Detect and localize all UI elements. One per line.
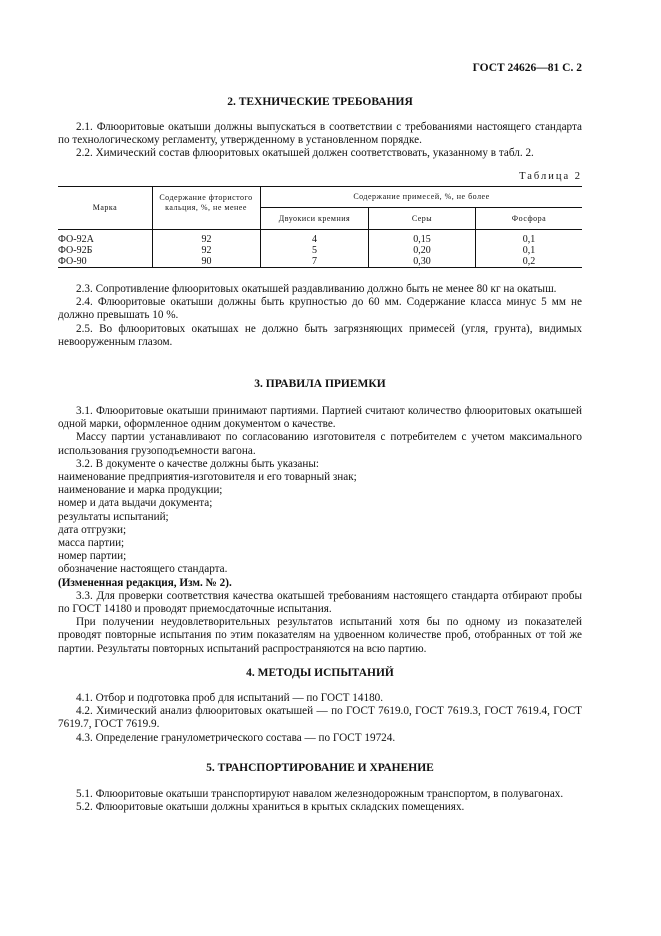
section-4-body xyxy=(58,692,582,745)
section-3-title: 3. ПРАВИЛА ПРИЕМКИ xyxy=(254,378,386,390)
paragraph-2-3: 2.3. Сопротивление флюоритовых окатышей раздавливанию должно быть не менее 80 кг на окатыш. xyxy=(76,283,557,295)
th-phosphorus: Фосфора xyxy=(511,214,547,223)
th-sulfur: Серы xyxy=(411,214,433,223)
paragraph-3-1: 3.1. Флюоритовые окатыши принимают партиями. Партией считают количество флюоритовых окатышей одной марки, оформленное одним документом о качестве. xyxy=(58,405,582,431)
table-cell-s: 0,15 xyxy=(413,234,431,245)
section-3-body xyxy=(58,405,582,656)
paragraph-4-3: 4.3. Определение гранулометрического состава — по ГОСТ 19724. xyxy=(76,731,396,744)
amendment-note: (Измененная редакция, Изм. № 2). xyxy=(58,576,232,589)
th-impurities: Содержание примесей, %, не более xyxy=(353,192,490,201)
list-item: масса партии; xyxy=(58,537,125,550)
table-header-rule xyxy=(58,229,582,230)
table-2 xyxy=(58,186,582,268)
paragraph-2-4: 2.4. Флюоритовые окатыши должны быть крупностью до 60 мм. Содержание класса минус 5 мм не должно превышать 10 %. xyxy=(58,296,582,322)
th-caf: Содержание фтористого кальция, %, не менее xyxy=(159,193,253,212)
list-item: номер партии; xyxy=(58,550,127,563)
table-cell-caf: 92 xyxy=(201,245,212,256)
list-item: номер и дата выдачи документа; xyxy=(58,497,213,510)
table-cell-si: 5 xyxy=(312,245,317,256)
list-item: результаты испытаний; xyxy=(58,510,169,523)
paragraph-3-3: 3.3. Для проверки соответствия качества окатышей требованиям настоящего стандарта отбирают пробы по ГОСТ 14180 и проводят приемосдаточные испытания. xyxy=(58,589,582,616)
table-cell-p: 0,2 xyxy=(522,256,536,267)
table-cell-caf: 90 xyxy=(201,256,212,267)
table-top-rule xyxy=(58,186,582,187)
section-5-body xyxy=(58,788,582,814)
paragraph-3-3b: При получении неудовлетворительных результатов испытаний хотя бы по одному из показателей проводят повторные испытания по этим показателям на удвоенном количестве проб, отобранных от той же партии. Результаты повторных испытаний распространяются на всю партию. xyxy=(58,616,582,655)
paragraph-5-2: 5.2. Флюоритовые окатыши должны храниться в крытых складских помещениях. xyxy=(76,801,465,814)
page-header: ГОСТ 24626—81 С. 2 xyxy=(472,62,582,74)
list-item: наименование и марка продукции; xyxy=(58,484,223,497)
paragraph-2-5: 2.5. Во флюоритовых окатышах не должно быть загрязняющих примесей (угля, грунта), видимых невооруженным глазом. xyxy=(58,322,582,348)
table-cell-mark: ФО-92А xyxy=(58,234,94,245)
table-cell-si: 7 xyxy=(312,256,317,267)
paragraph-4-2: 4.2. Химический анализ флюоритовых окатышей — по ГОСТ 7619.0, ГОСТ 7619.3, ГОСТ 7619.4, ГОСТ 7619.7, ГОСТ 7619.9. xyxy=(58,705,582,731)
list-item: наименование предприятия-изготовителя и его товарный знак; xyxy=(58,471,357,484)
th-mark: Марка xyxy=(92,203,118,212)
list-item: обозначение настоящего стандарта. xyxy=(58,563,228,576)
th-silica: Двуокиси кремния xyxy=(278,214,351,223)
table-cell-mark: ФО-92Б xyxy=(58,245,93,256)
section-2-title: 2. ТЕХНИЧЕСКИЕ ТРЕБОВАНИЯ xyxy=(227,96,413,108)
table-bottom-rule xyxy=(58,267,582,268)
table-cell-p: 0,1 xyxy=(522,234,536,245)
paragraph-2-2: 2.2. Химический состав флюоритовых окатышей должен соответствовать, указанному в табл. 2. xyxy=(76,147,534,160)
table-cell-s: 0,30 xyxy=(413,256,431,267)
paragraph-3-2: 3.2. В документе о качестве должны быть указаны: xyxy=(76,457,319,470)
paragraph-4-1: 4.1. Отбор и подготовка проб для испытаний — по ГОСТ 14180. xyxy=(76,692,384,704)
paragraph-3-1b: Массу партии устанавливают по согласованию изготовителя с потребителем с учетом максимального использования грузоподъемности вагона. xyxy=(58,431,582,457)
paragraph-5-1: 5.1. Флюоритовые окатыши транспортируют навалом железнодорожным транспортом, в полувагонах. xyxy=(76,788,564,800)
section-5-title: 5. ТРАНСПОРТИРОВАНИЕ И ХРАНЕНИЕ xyxy=(206,762,434,774)
section-4-title: 4. МЕТОДЫ ИСПЫТАНИЙ xyxy=(246,667,394,679)
table-cell-si: 4 xyxy=(312,234,317,245)
table-cell-p: 0,1 xyxy=(522,245,536,256)
table-caption: Таблица 2 xyxy=(519,171,582,182)
section-2-continued xyxy=(58,283,582,349)
table-cell-s: 0,20 xyxy=(413,245,431,256)
table-cell-caf: 92 xyxy=(201,234,212,245)
table-subheader-rule xyxy=(260,207,582,208)
paragraph-2-1: 2.1. Флюоритовые окатыши должны выпускаться в соответствии с требованиями настоящего стандарта по технологическому регламенту, утвержденному в установленном порядке. xyxy=(58,121,582,147)
list-item: дата отгрузки; xyxy=(58,523,127,536)
table-cell-mark: ФО-90 xyxy=(58,256,87,267)
section-2-intro xyxy=(58,121,582,161)
